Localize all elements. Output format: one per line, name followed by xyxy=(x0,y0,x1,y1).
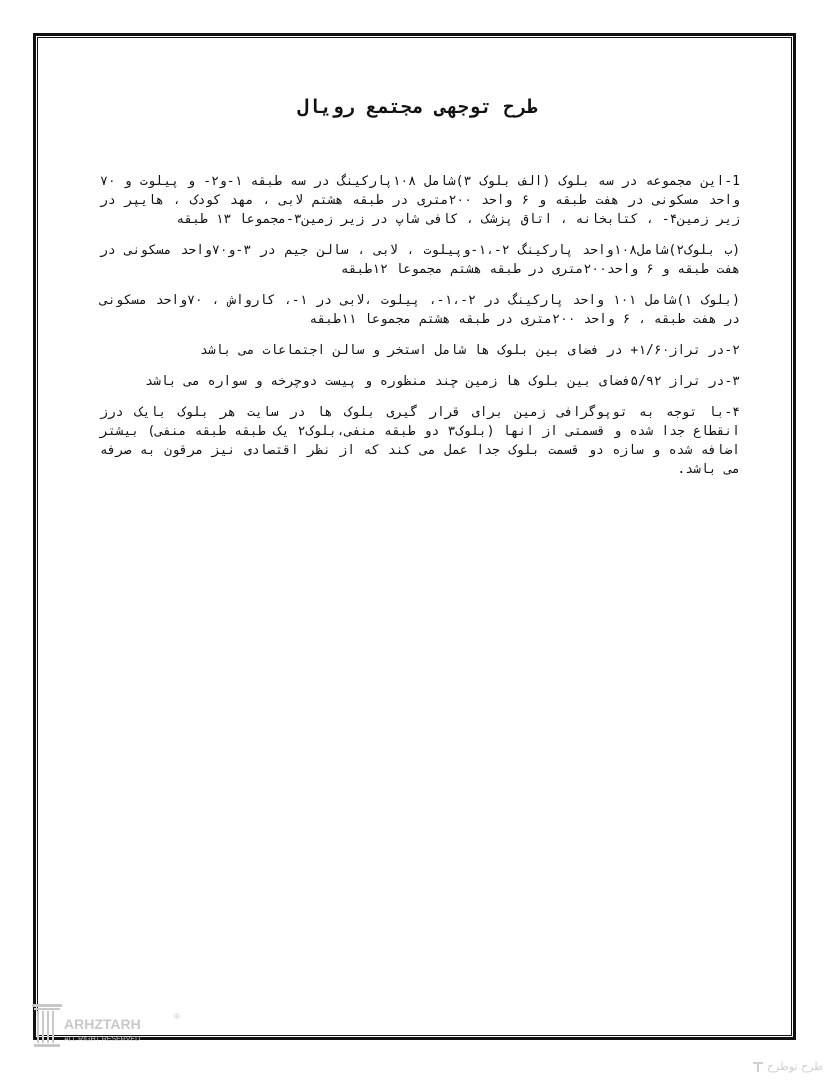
paragraph-5: ۳-در تراز ۵/۹۲فضای بین بلوک ها زمین چند منظوره و پیست دوچرخه و سواره می باشد xyxy=(145,374,740,389)
paragraph-3: (بلوک ۱)شامل ۱۰۱ واحد پارکینگ در ۲-،۱-، پیلوت ،لابی در ۱-، کارواش ، ۷۰واحد مسکونی در هفت طبقه ، ۶ واحد ۲۰۰متری در طبقه هشتم مجموعا ۱۱طبقه xyxy=(100,293,740,327)
paragraph-6: ۴-با توجه به توپوگرافی زمین برای قرار گیری بلوک ها در سایت هر بلوک بایک درز انقطاع جدا شده و قسمتی از انها (بلوک۳ دو طبقه منفی،بلوک۲ یک طبقه طبقه منفی) بیشتر اضافه شده و سازه دو قسمت بلوک جدا عمل می کند که از نظر اقتصادی نیز مرقون به صرفه می باشد. xyxy=(100,405,740,477)
registered-mark: ® xyxy=(174,1012,180,1021)
paragraph-1: 1-این مجموعه در سه بلوک (الف بلوک ۳)شامل ۱۰۸پارکینگ در سه طبقه ۱-و۲- و پیلوت و ۷۰ واحد مسکونی در هفت طبقه و ۶ واحد ۲۰۰متری در طبقه هشتم لابی ، مهد کودک ، هایپر در زیر زمین۴- ، کتابخانه ، اتاق پزشک ، کافی شاپ در زیر زمین۳-مجموعا ۱۳ طبقه xyxy=(100,174,740,227)
logo-subtitle: ALL RIGHT RESERVED xyxy=(64,1036,141,1043)
footer-watermark xyxy=(750,1060,823,1073)
watermark-logo xyxy=(32,1002,182,1052)
paragraph-4: ۲-در تراز۱/۶۰+ در فضای بین بلوک ها شامل استخر و سالن اجتماعات می باشد xyxy=(199,343,740,358)
t-logo-icon xyxy=(753,1062,763,1072)
column-logo-icon xyxy=(32,1004,62,1048)
footer-watermark-text: طرح توطرح xyxy=(766,1060,823,1073)
document-title: طرح توجهی مجتمع رویال xyxy=(297,96,538,118)
document-body xyxy=(100,172,740,491)
logo-name: ARHZTARH xyxy=(64,1016,141,1032)
paragraph-2: (ب بلوک۲)شامل۱۰۸واحد پارکینگ ۲-،۱-وپیلوت ، لابی ، سالن جیم در ۳-و۷۰واحد مسکونی در هفت طبقه و ۶ واحد۲۰۰متری در طبقه هشتم مجموعا ۱۲طبقه xyxy=(100,243,741,277)
